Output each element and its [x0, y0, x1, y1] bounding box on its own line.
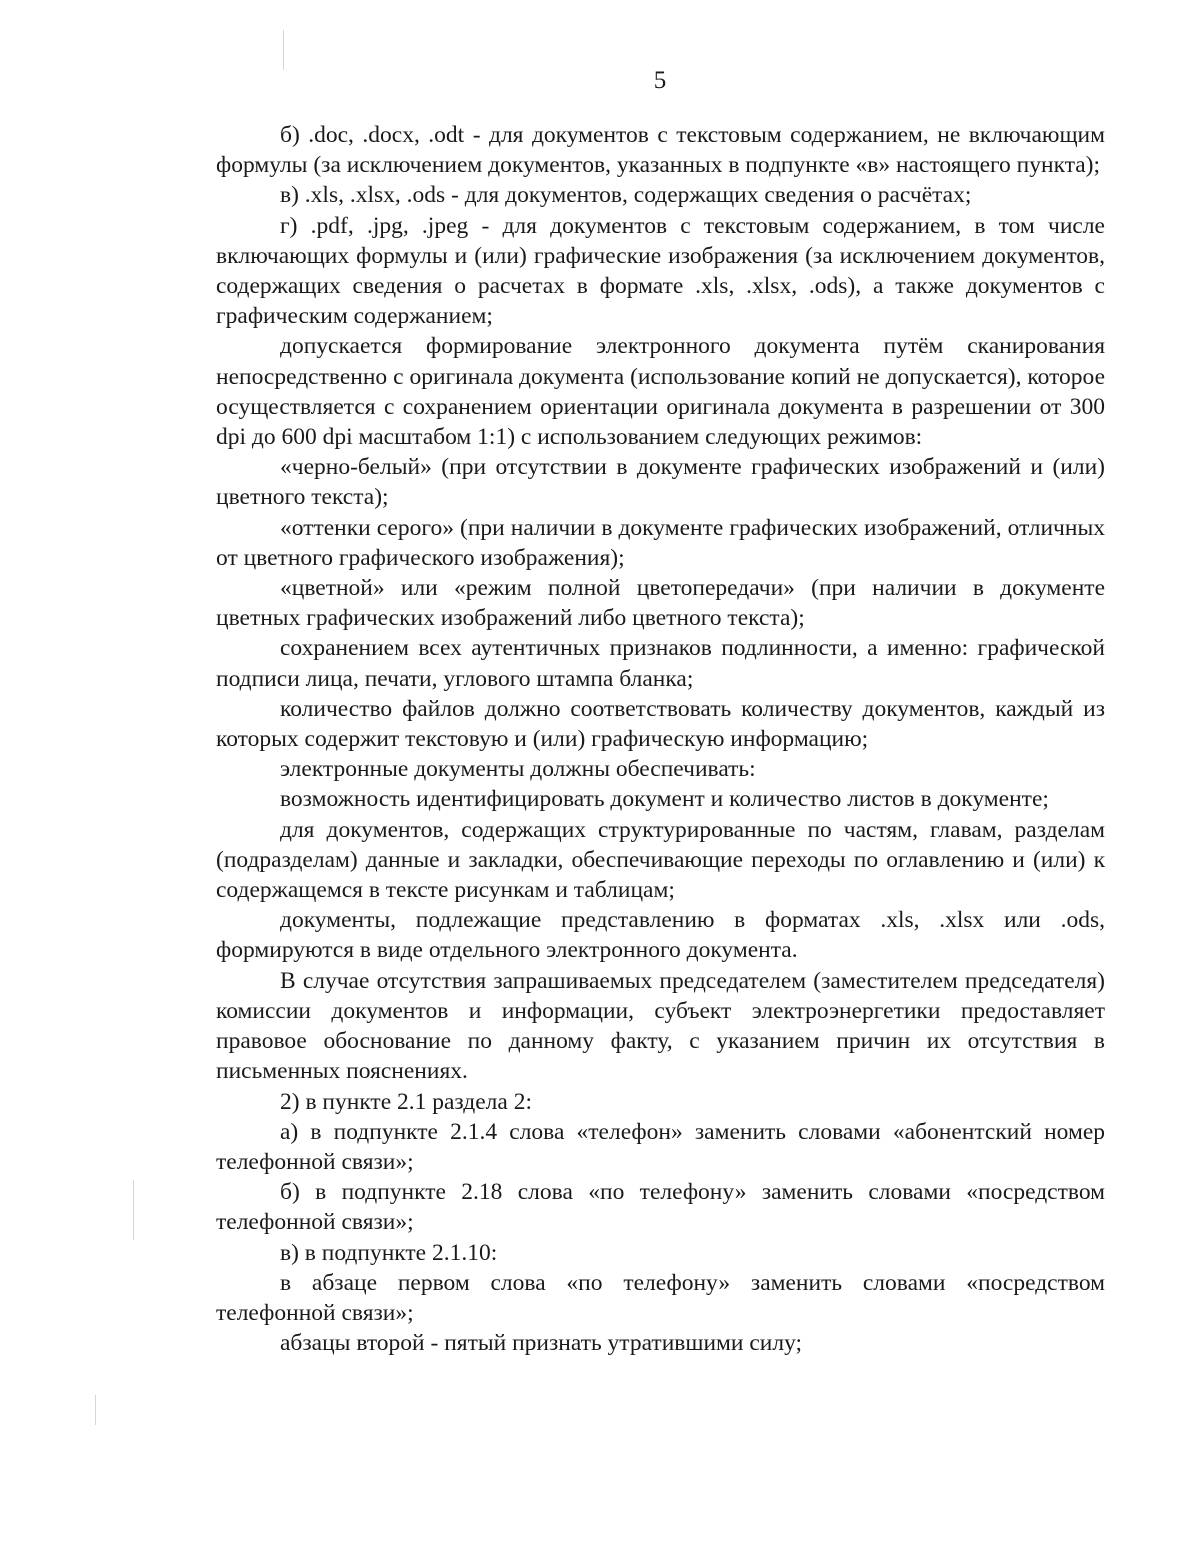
paragraph: возможность идентифицировать документ и количество листов в документе; — [280, 786, 1049, 813]
paragraph: количество файлов должно соответствовать количеству документов, каждый из которых содержит текстовую и (или) графическую информацию; — [216, 695, 1105, 753]
paragraph: б) .doc, .docx, .odt - для документов с текстовым содержанием, не включающим формулы (за исключением документов, указанных в подпункте «в» настоящего пункта); — [216, 122, 1105, 179]
paragraph: сохранением всех аутентичных признаков подлинности, а именно: графической подписи лица, печати, углового штампа бланка; — [216, 635, 1105, 692]
scan-artifact — [95, 1395, 96, 1425]
paragraph: для документов, содержащих структурированные по частям, главам, разделам (подразделам) данные и закладки, обеспечивающие переходы по оглавлению и (или) к содержащемся в тексте рисункам и таблицам; — [216, 816, 1105, 904]
paragraph: «черно-белый» (при отсутствии в документе графических изображений и (или) цветного текста); — [216, 454, 1105, 511]
paragraph: электронные документы должны обеспечивать: — [280, 756, 756, 783]
paragraph: б) в подпункте 2.18 слова «по телефону» заменить словами «посредством телефонной связи»; — [216, 1179, 1105, 1236]
scan-artifact — [283, 30, 284, 70]
document-body — [216, 120, 1105, 1358]
paragraph: в) в подпункте 2.1.10: — [280, 1239, 498, 1266]
paragraph: допускается формирование электронного документа путём сканирования непосредственно с оригинала документа (использование копий не допускается), которое осуществляется с сохранением ориентации оригинала документа в разрешении от 300 dpi до 600 dpi масштабом 1:1) с использованием следующих режимов: — [216, 333, 1105, 451]
paragraph: а) в подпункте 2.1.4 слова «телефон» заменить словами «абонентский номер телефонной связи»; — [216, 1118, 1105, 1175]
paragraph: г) .pdf, .jpg, .jpeg - для документов с текстовым содержанием, в том числе включающих формулы и (или) графические изображения (за исключением документов, содержащих сведения о расчетах в формате .xls, .xlsx, .ods), а также документов с графическим содержанием; — [216, 212, 1105, 330]
paragraph: в) .xls, .xlsx, .ods - для документов, содержащих сведения о расчётах; — [280, 182, 972, 209]
paragraph: «цветной» или «режим полной цветопередачи» (при наличии в документе цветных графических изображений либо цветного текста); — [216, 575, 1105, 632]
paragraph: документы, подлежащие представлению в форматах .xls, .xlsx или .ods, формируются в виде отдельного электронного документа. — [216, 907, 1105, 964]
paragraph: В случае отсутствия запрашиваемых председателем (заместителем председателя) комиссии документов и информации, субъект электроэнергетики предоставляет правовое обоснование по данному факту, с указанием причин их отсутствия в письменных пояснениях. — [216, 967, 1105, 1085]
paragraph: «оттенки серого» (при наличии в документе графических изображений, отличных от цветного графического изображения); — [216, 514, 1105, 571]
page-number: 5 — [653, 67, 667, 94]
paragraph: в абзаце первом слова «по телефону» заменить словами «посредством телефонной связи»; — [216, 1269, 1105, 1326]
paragraph: 2) в пункте 2.1 раздела 2: — [280, 1088, 532, 1115]
paragraph: абзацы второй - пятый признать утратившими силу; — [280, 1330, 803, 1357]
scan-artifact — [133, 1180, 134, 1240]
